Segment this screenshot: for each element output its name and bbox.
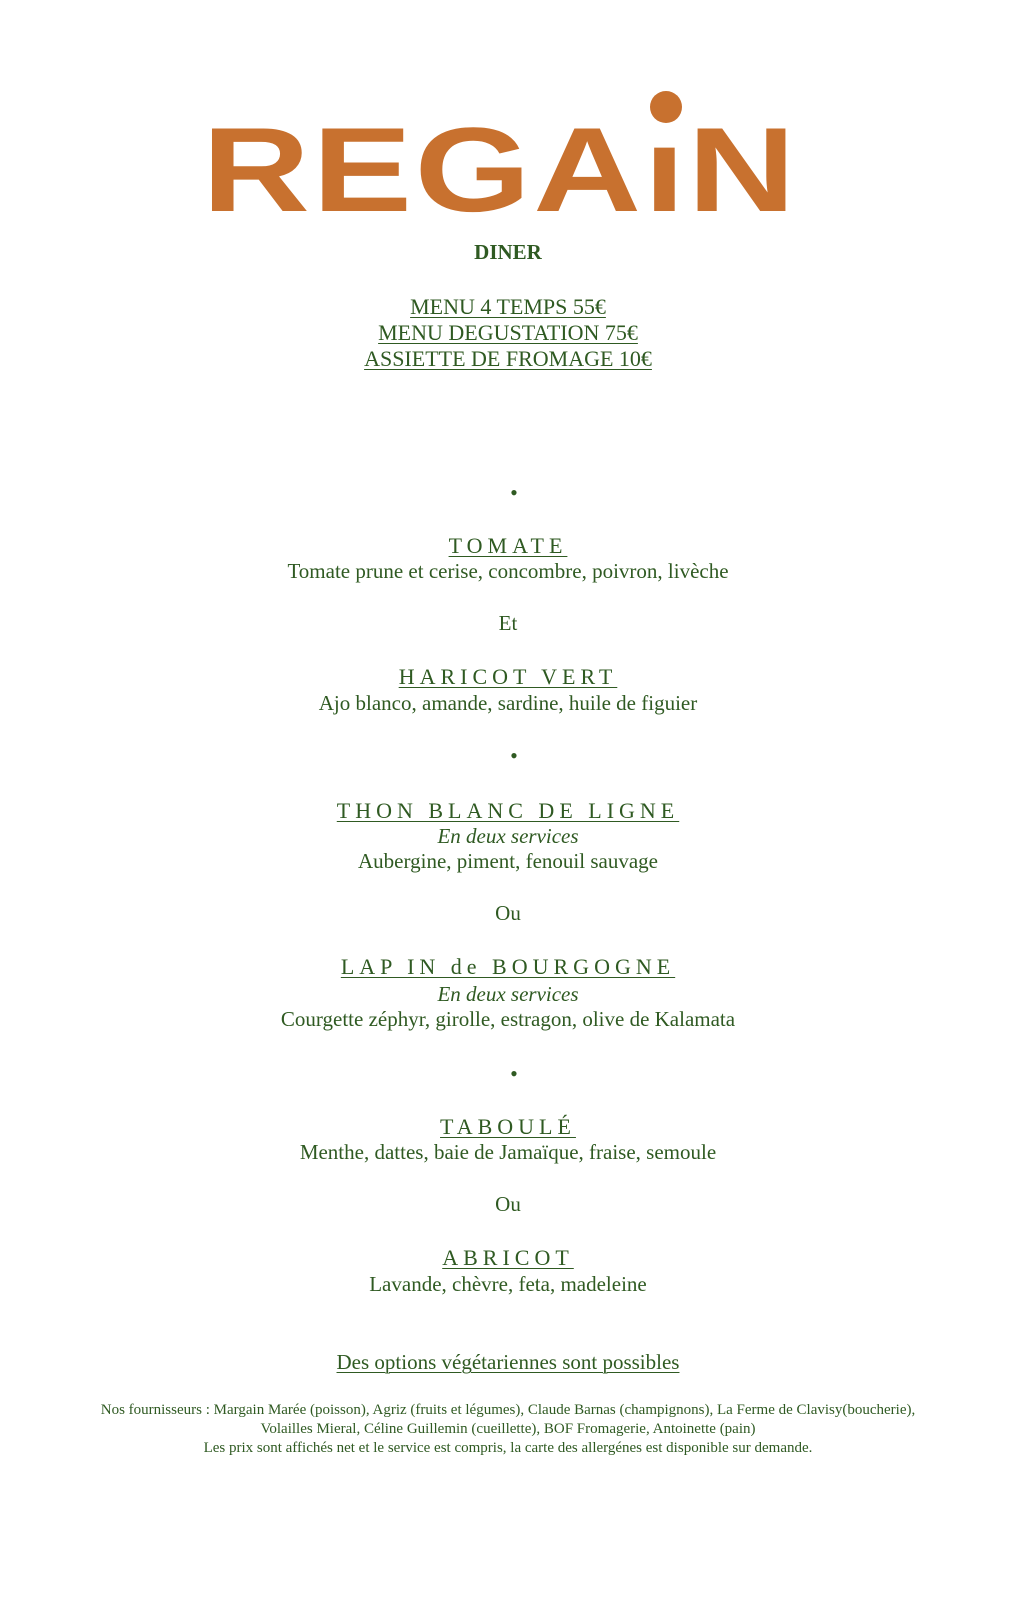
section-bullet: • [510, 480, 518, 505]
dish-title-tomate: TOMATE [448, 533, 568, 558]
section-bullet: • [510, 1061, 518, 1086]
menu-degustation: MENU DEGUSTATION 75€ [378, 320, 638, 345]
dish-title-abricot: ABRICOT [442, 1245, 574, 1270]
dish-title-taboule: TABOULÉ [440, 1114, 576, 1139]
dish-subtitle-lapin: En deux services [437, 982, 579, 1006]
price-note: Les prix sont affichés net et le service est compris, la carte des allergénes est disponible sur demande. [203, 1440, 813, 1456]
suppliers-line-1: Nos fournisseurs : Margain Marée (poisson), Agriz (fruits et légumes), Claude Barnas (champignons), La Ferme de Clavisy(boucherie), [100, 1402, 916, 1418]
menu-4-temps: MENU 4 TEMPS 55€ [410, 294, 606, 319]
separator-ou: Ou [495, 1192, 521, 1216]
dish-desc-lapin: Courgette zéphyr, girolle, estragon, olive de Kalamata [280, 1007, 736, 1031]
logo-text: REGA ıN [202, 103, 777, 221]
dish-desc-taboule: Menthe, dattes, baie de Jamaïque, fraise, semoule [299, 1140, 717, 1164]
dish-desc-thon: Aubergine, piment, fenouil sauvage [358, 849, 658, 873]
dish-desc-tomate: Tomate prune et cerise, concombre, poivron, livèche [287, 559, 729, 583]
dish-title-lapin: LAP IN de BOURGOGNE [340, 954, 676, 979]
regain-logo [200, 86, 800, 221]
dish-desc-haricot-vert: Ajo blanco, amande, sardine, huile de figuier [318, 691, 698, 715]
page-title: DINER [474, 240, 542, 264]
dish-title-haricot-vert: HARICOT VERT [398, 664, 618, 689]
dish-subtitle-thon: En deux services [437, 824, 579, 848]
dish-title-thon: THON BLANC DE LIGNE [336, 798, 680, 823]
dish-desc-abricot: Lavande, chèvre, feta, madeleine [369, 1272, 647, 1296]
logo-dot [650, 91, 682, 123]
separator-ou: Ou [495, 901, 521, 925]
separator-et: Et [498, 611, 518, 635]
vegetarian-note: Des options végétariennes sont possibles [336, 1350, 680, 1374]
section-bullet: • [510, 743, 518, 768]
suppliers-line-2: Volailles Mieral, Céline Guillemin (cueillette), BOF Fromagerie, Antoinette (pain) [260, 1421, 756, 1437]
assiette-fromage: ASSIETTE DE FROMAGE 10€ [364, 346, 652, 371]
